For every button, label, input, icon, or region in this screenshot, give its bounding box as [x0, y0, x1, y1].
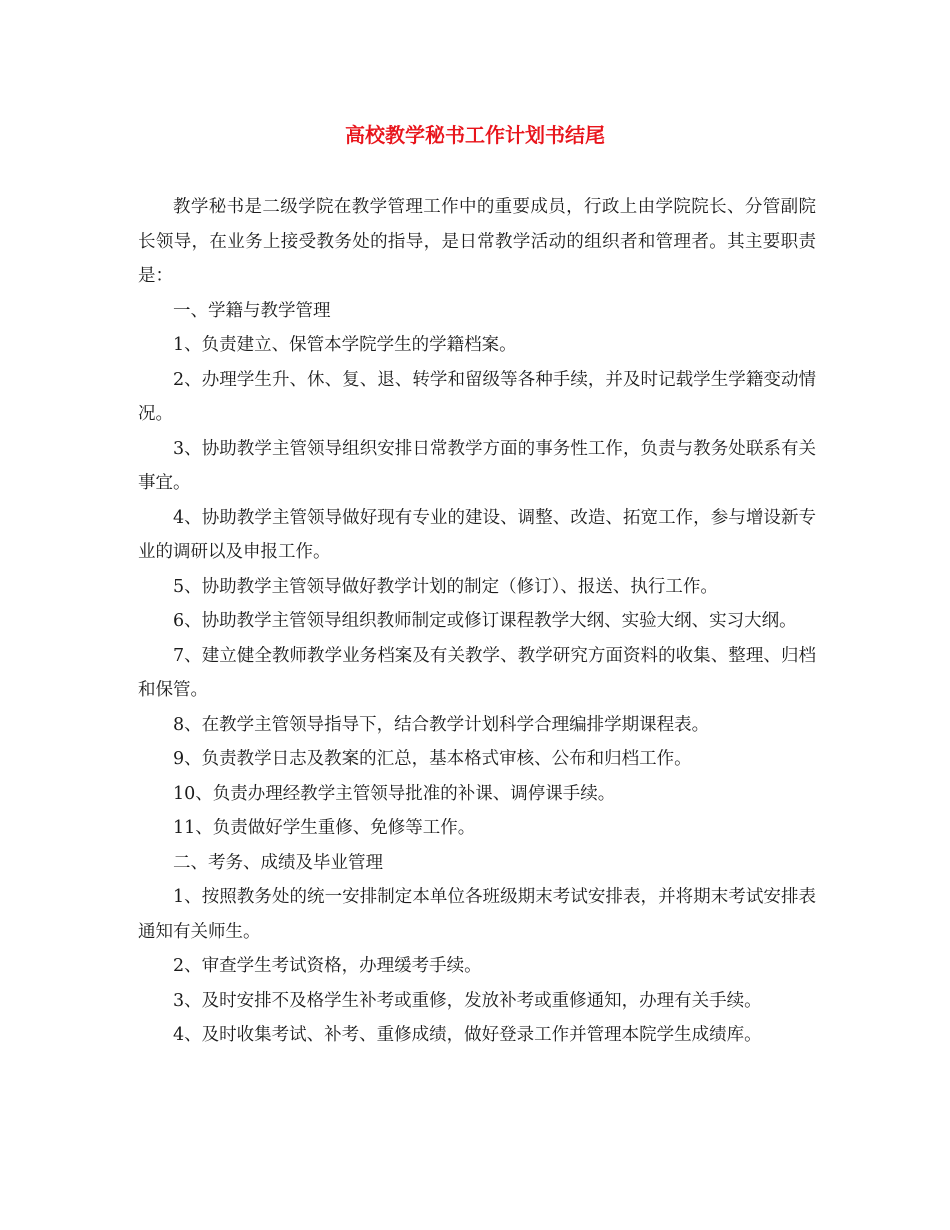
- paragraph-item: 2、审查学生考试资格，办理缓考手续。: [173, 956, 482, 976]
- section-heading-2: 二、考务、成绩及毕业管理: [173, 852, 383, 873]
- paragraph-item: 8、在教学主管领导指导下，结合教学计划科学合理编排学期课程表。: [173, 714, 710, 735]
- paragraph-item: 11、负责做好学生重修、免修等工作。: [173, 818, 476, 838]
- paragraph-item: 2、办理学生升、休、复、退、转学和留级等各种手续，并及时记载学生学籍变动情况。: [138, 369, 816, 424]
- paragraph-item: 3、协助教学主管领导组织安排日常教学方面的事务性工作，负责与教务处联系有关事宜。: [138, 438, 816, 493]
- paragraph-item: 9、负责教学日志及教案的汇总，基本格式审核、公布和归档工作。: [173, 749, 692, 769]
- paragraph-intro: 教学秘书是二级学院在教学管理工作中的重要成员，行政上由学院院长、分管副院长领导，在业务上接受教务处的指导，是日常教学活动的组织者和管理者。其主要职责是：: [138, 197, 816, 286]
- paragraph-item: 7、建立健全教师教学业务档案及有关教学、教学研究方面资料的收集、整理、归档和保管。: [138, 645, 816, 700]
- document-title: 高校教学秘书工作计划书结尾: [345, 123, 605, 147]
- paragraph-item: 1、负责建立、保管本学院学生的学籍档案。: [173, 335, 517, 355]
- paragraph-item: 4、协助教学主管领导做好现有专业的建设、调整、改造、拓宽工作，参与增设新专业的调研以及申报工作。: [138, 507, 816, 562]
- paragraph-item: 4、及时收集考试、补考、重修成绩，做好登录工作并管理本院学生成绩库。: [173, 1025, 762, 1045]
- paragraph-item: 3、及时安排不及格学生补考或重修，发放补考或重修通知，办理有关手续。: [173, 990, 762, 1011]
- paragraph-item: 10、负责办理经教学主管领导批准的补课、调停课手续。: [173, 783, 616, 804]
- document-body: [138, 190, 816, 1053]
- paragraph-item: 1、按照教务处的统一安排制定本单位各班级期末考试安排表，并将期末考试安排表通知有关师生。: [138, 887, 816, 942]
- paragraph-item: 5、协助教学主管领导做好教学计划的制定（修订）、报送、执行工作。: [173, 576, 718, 597]
- section-heading-1: 一、学籍与教学管理: [173, 300, 331, 321]
- paragraph-item: 6、协助教学主管领导组织教师制定或修订课程教学大纲、实验大纲、实习大纲。: [173, 611, 797, 631]
